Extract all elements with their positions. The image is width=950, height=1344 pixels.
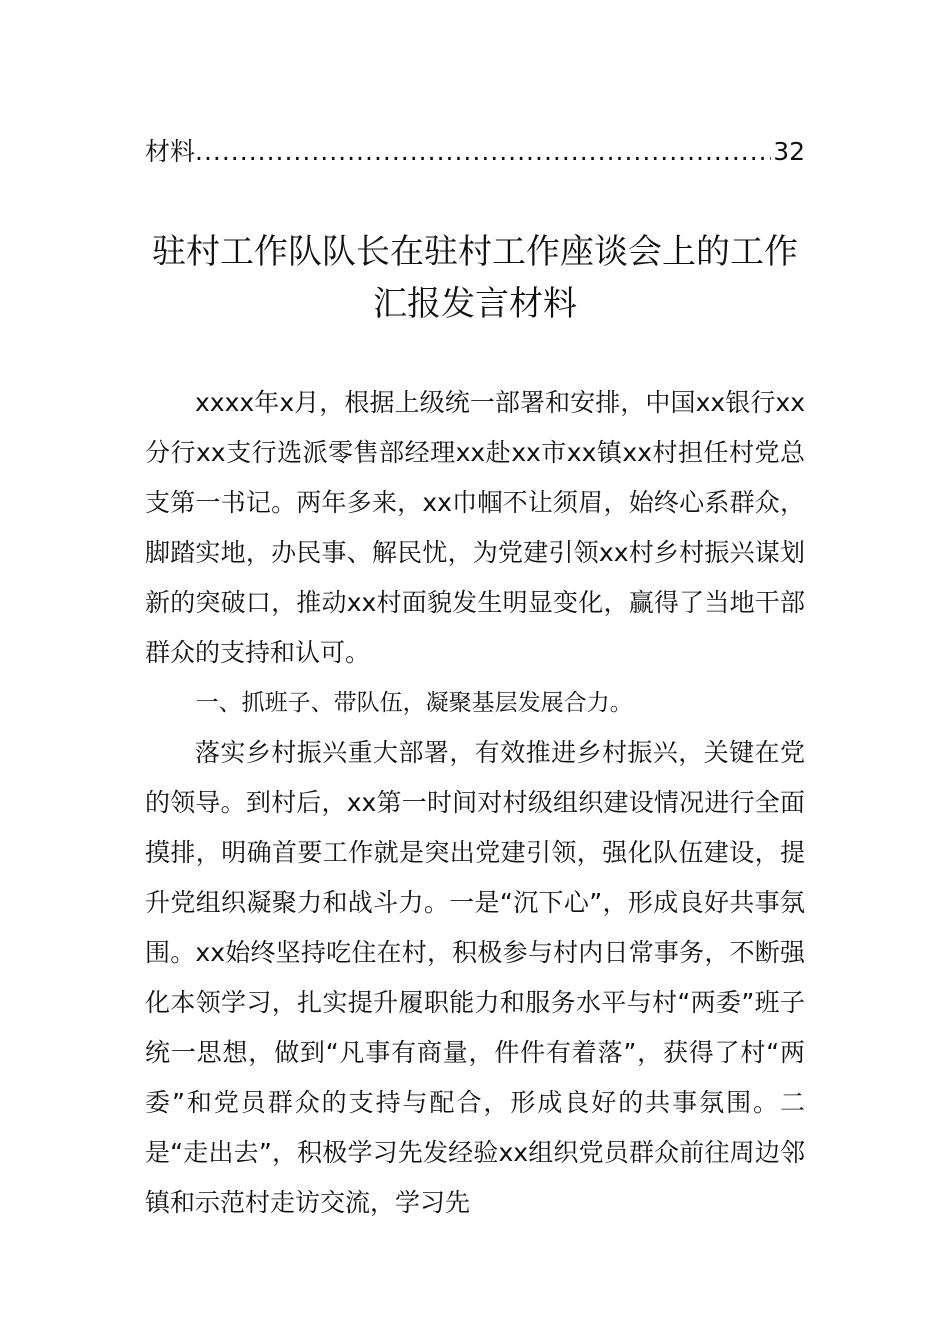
intro-paragraph: xxxx年x月，根据上级统一部署和安排，中国xx银行xx分行xx支行选派零售部经理xx赴xx市xx镇xx村担任村党总支第一书记。两年多来，xx巾帼不让须眉，始终心系群众，脚踏实地，办民事、解民忧，为党建引领xx村乡村振兴谋划新的突破口，推动xx村面貌发生明显变化，赢得了当地干部群众的支持和认可。 [145, 388, 805, 667]
document-title: 驻村工作队队长在驻村工作座谈会上的工作汇报发言材料 [152, 232, 798, 324]
toc-entry [145, 132, 805, 172]
section-heading: 一、抓班子、带队伍，凝聚基层发展合力。 [195, 690, 633, 716]
toc-leader-dots [195, 132, 771, 172]
section-paragraph: 落实乡村振兴重大部署，有效推进乡村振兴，关键在党的领导。到村后，xx第一时间对村级组织建设情况进行全面摸排，明确首要工作就是突出党建引领，强化队伍建设，提升党组织凝聚力和战斗力。一是“沉下心”，形成良好共事氛围。xx始终坚持吃住在村，积极参与村内日常事务，不断强化本领学习，扎实提升履职能力和服务水平与村“两委”班子统一思想，做到“凡事有商量，件件有着落”，获得了村“两委”和党员群众的支持与配合，形成良好的共事氛围。二是“走出去”，积极学习先发经验xx组织党员群众前往周边邻镇和示范村走访交流，学习先 [145, 738, 805, 1217]
document-body [145, 378, 805, 1228]
toc-page-number: 32 [773, 137, 805, 166]
toc-entry-label: 材料 [145, 137, 196, 166]
